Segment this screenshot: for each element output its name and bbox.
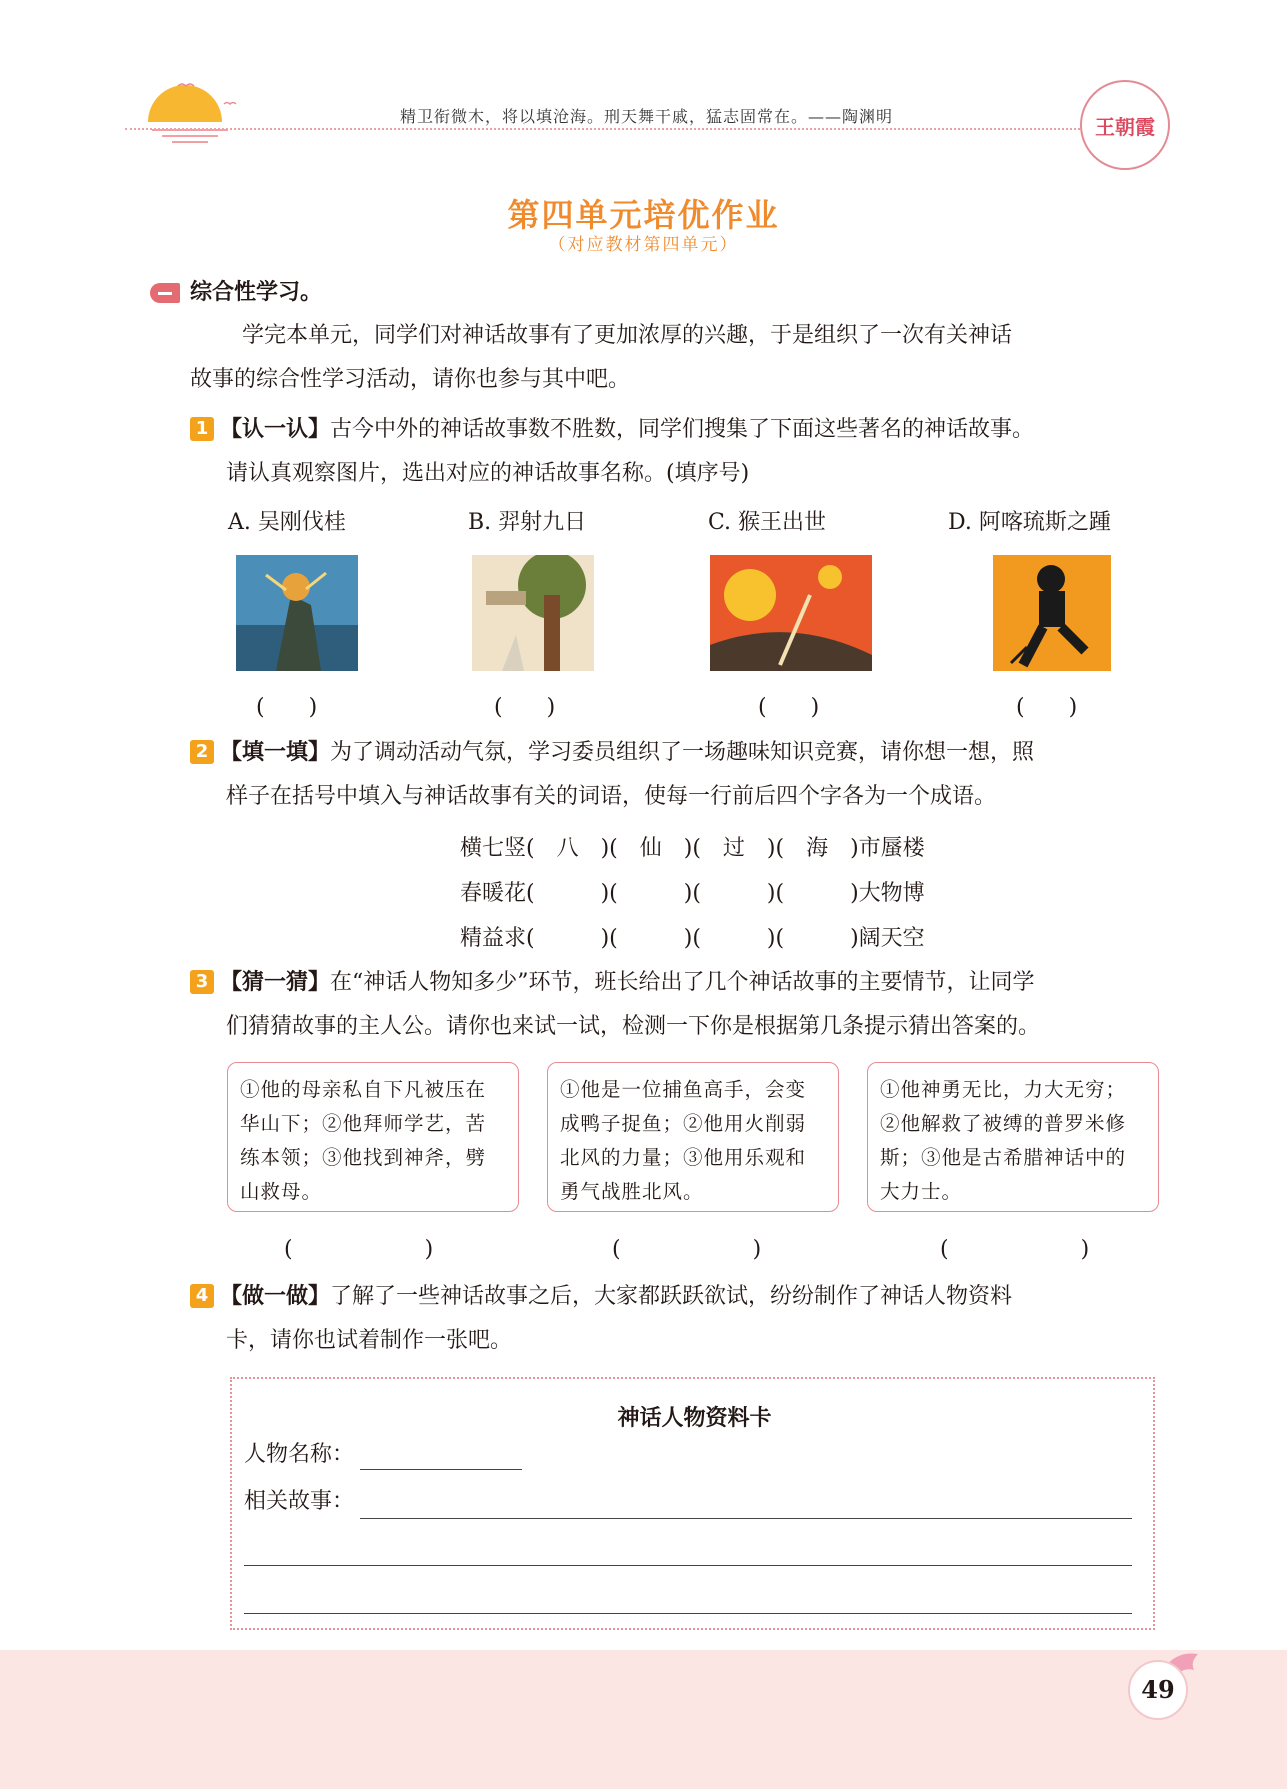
clue-box-2: ①他是一位捕鱼高手，会变成鸭子捉鱼；②他用火削弱北风的力量；③他用乐观和勇气战胜北风。 [547,1062,839,1212]
image-monkey-king-icon [236,555,358,671]
q2-line-2: 样子在括号中填入与神话故事有关的词语，使每一行前后四个字各为一个成语。 [226,784,997,809]
question-number-1: 1 [190,417,214,441]
intro-line-2: 故事的综合性学习活动，请你也参与其中吧。 [190,367,631,392]
answer-paren-clue-3[interactable]: ( ) [940,1237,1090,1262]
question-number-2: 2 [190,740,214,764]
section-title: 综合性学习。 [190,280,323,305]
image-achilles-icon [993,555,1111,671]
answer-paren-a[interactable]: ( ) [256,695,318,720]
page-number: 49 [1128,1660,1188,1720]
page-subtitle: （对应教材第四单元） [548,235,739,255]
answer-paren-clue-2[interactable]: ( ) [612,1237,762,1262]
q4-text-1: 了解了一些神话故事之后，大家都跃跃欲试，纷纷制作了神话人物资料 [330,1284,1013,1309]
idiom-row-3[interactable]: 精益求( )( )( )( )阔天空 [460,926,925,951]
option-a: A. 吴刚伐桂 [228,510,346,535]
q3-line-2: 们猜猜故事的主人公。请你也来试一试，检测一下你是根据第几条提示猜出答案的。 [226,1014,1041,1039]
brand-seal: 王朝霞 [1080,80,1170,170]
image-wugang-tree-icon [472,555,594,671]
answer-paren-clue-1[interactable]: ( ) [284,1237,434,1262]
q3-text-1: 在“神话人物知多少”环节，班长给出了几个神话故事的主要情节，让同学 [330,970,1035,995]
q1-line-1 [220,408,1034,452]
intro-line-1: 学完本单元，同学们对神话故事有了更加浓厚的兴趣，于是组织了一次有关神话 [242,323,1013,348]
clue-box-1: ①他的母亲私自下凡被压在华山下；②他拜师学艺，苦练本领；③他找到神斧，劈山救母。 [227,1062,519,1212]
name-input-line[interactable] [360,1469,522,1470]
answer-paren-d[interactable]: ( ) [1016,695,1078,720]
story-label: 相关故事： [244,1489,355,1514]
question-number-4: 4 [190,1284,214,1308]
answer-paren-b[interactable]: ( ) [494,695,556,720]
q4-line-1 [220,1275,1012,1319]
q2-line-1 [220,731,1034,775]
option-c: C. 猴王出世 [708,510,827,535]
answer-paren-c[interactable]: ( ) [758,695,820,720]
idiom-row-2[interactable]: 春暖花( )( )( )( )大物博 [460,881,925,906]
clue-box-3: ①他神勇无比，力大无穷；②他解救了被缚的普罗米修斯；③他是古希腊神话中的大力士。 [867,1062,1159,1212]
story-input-line-2[interactable] [244,1565,1132,1566]
q4-tag: 【做一做】 [220,1284,331,1309]
header-quote: 精卫衔微木，将以填沧海。刑天舞干戚，猛志固常在。——陶渊明 [400,107,894,126]
q2-text-1: 为了调动活动气氛，学习委员组织了一场趣味知识竞赛，请你想一想，照 [330,740,1035,765]
q1-tag: 【认一认】 [220,417,331,442]
option-d: D. 阿喀琉斯之踵 [948,510,1111,535]
q4-line-2: 卡，请你也试着制作一张吧。 [226,1328,513,1353]
question-number-3: 3 [190,970,214,994]
q3-line-1 [220,961,1035,1005]
section-badge-icon [150,283,180,303]
header-divider [125,128,1080,130]
q3-tag: 【猜一猜】 [220,970,331,995]
character-info-card [230,1377,1155,1630]
name-label: 人物名称： [244,1442,355,1467]
image-houyi-sun-icon [710,555,872,671]
q1-line-2: 请认真观察图片，选出对应的神话故事名称。(填序号) [226,461,750,486]
story-input-line-3[interactable] [244,1613,1132,1614]
option-b: B. 羿射九日 [468,510,587,535]
idiom-row-1[interactable]: 横七竖( 八 )( 仙 )( 过 )( 海 )市蜃楼 [460,836,925,861]
sunset-logo-icon [138,78,248,150]
q2-tag: 【填一填】 [220,740,331,765]
footer-band [0,1650,1287,1789]
page-title: 第四单元培优作业 [507,196,780,234]
story-input-line-1[interactable] [360,1518,1132,1519]
card-title: 神话人物资料卡 [617,1406,772,1431]
q1-text-1: 古今中外的神话故事数不胜数，同学们搜集了下面这些著名的神话故事。 [330,417,1035,442]
